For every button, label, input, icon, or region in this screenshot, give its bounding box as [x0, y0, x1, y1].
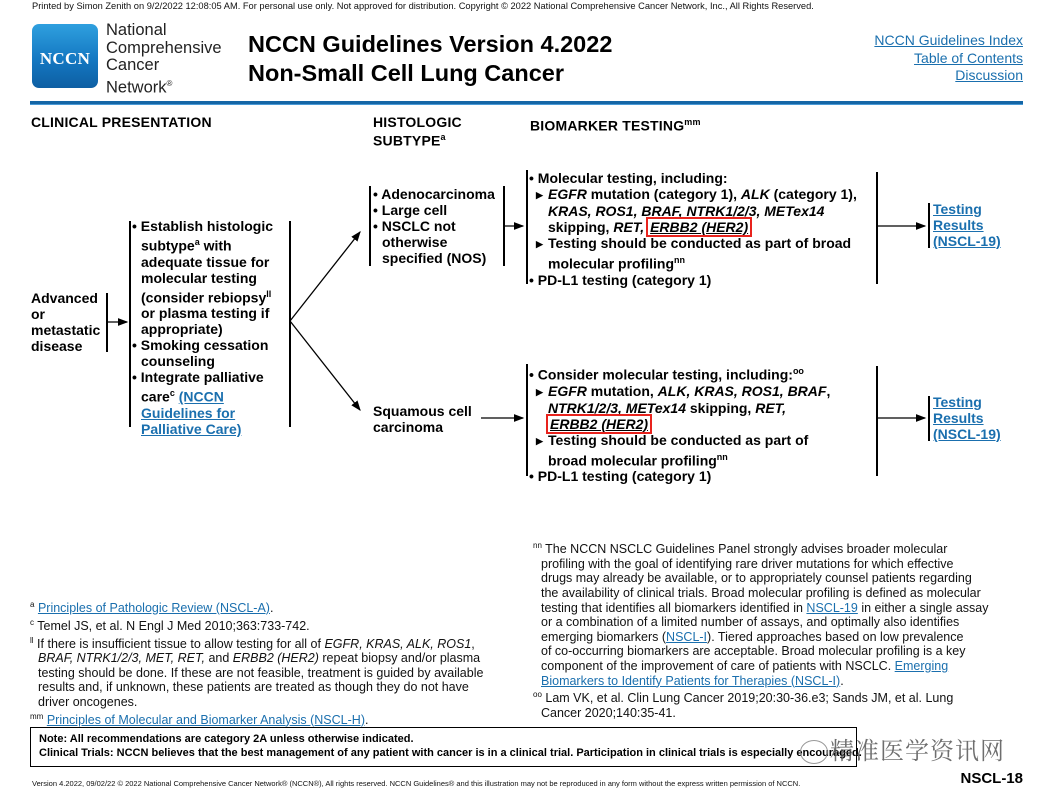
- footnote-c: $^c$ Temel JS, et al. N Engl J Med 2010;363:733-742.: [30, 617, 310, 633]
- erbb2-highlight: ERBB2 (HER2): [646, 217, 752, 237]
- workup-box: [132, 218, 290, 437]
- biomarker-squamous: • Consider molecular testing, including:$^{oo}$ ▶ EGFR mutation, ALK, KRAS, ROS1, BRAF, NTRK1/2/3, METex14 skipping, RET, ERBB2 (HER2) ▶ Testing should be conducted as part of broad molecular profiling$^{nn}$ • PD-L1 testing (category 1): [529, 366, 831, 485]
- col-head-clinical-presentation: CLINICAL PRESENTATION: [31, 114, 212, 130]
- page-id: NSCL-18: [960, 770, 1023, 787]
- bracket-subtype-right: [503, 186, 505, 266]
- note-category: Note: All recommendations are category 2A unless otherwise indicated.: [39, 733, 414, 745]
- note-clinical-trials: Clinical Trials: NCCN believes that the best management of any patient with cancer is in a clinical trial. Participation in clinical trials is especially encouraged.: [39, 746, 862, 759]
- emerging-biomarkers-link[interactable]: Biomarkers to Identify Patients for Therapies (NSCL-I): [541, 673, 841, 688]
- footnote-ll: $^{ll}$ If there is insufficient tissue to allow testing for all of EGFR, KRAS, ALK, ROS1, BRAF, NTRK1/2/3, MET, RET, and ERBB2 (HER2) repeat biopsy and/or plasma testing should be done. If these are not feasible, treatment is guided by available results and, if unknown, these patients are treated as though they do not have driver oncogenes.: [30, 635, 484, 710]
- org-name-line: Cancer: [106, 56, 160, 74]
- footnote-a: $^a$ Principles of Pathologic Review (NSCL-A).: [30, 600, 274, 616]
- watermark: 精准医学资讯网: [800, 731, 1005, 766]
- title-line-2: Non-Small Cell Lung Cancer: [248, 60, 564, 86]
- title-line-1: NCCN Guidelines Version 4.2022: [248, 31, 613, 57]
- pathologic-review-link[interactable]: Principles of Pathologic Review (NSCL-A): [37, 601, 270, 616]
- triangle-bullet-icon: ▶: [536, 190, 543, 200]
- footnote-ref-a: a: [440, 132, 446, 142]
- guidelines-index-link[interactable]: NCCN Guidelines Index: [874, 32, 1023, 48]
- bracket-biomarker-sq-right: [876, 366, 878, 476]
- wechat-icon: [800, 740, 828, 764]
- nscl-i-link[interactable]: NSCL-I: [666, 629, 708, 644]
- org-name-line: National: [106, 21, 167, 39]
- footnotes-right: [533, 539, 1033, 720]
- footnote-nn: $^{nn}$ The NCCN NSCLC Guidelines Panel strongly advises broader molecular profiling with the goal of identifying rare driver mutations for which effective drugs may already be available, or to appropriately counsel patients regarding the availability of clinical trials. Broad molecular profiling is defined as molecular testing that identifies all biomarkers identified in NSCL-19 in either a single assay or a combination of a limited number of assays, and optimally also identifies emerging biomarkers (NSCL-I). Tiered approaches based on low prevalence of co-occurring biomarkers are acceptable. Broad molecular profiling is a key component of the improvement of care of patients with NSCLC. Emerging Biomarkers to Identify Patients for Therapies (NSCL-I).: [533, 541, 989, 688]
- triangle-bullet-icon: ▶: [536, 435, 543, 446]
- col-head-histologic-subtype: HISTOLOGIC SUBTYPE$^a$: [373, 114, 462, 149]
- bracket-results-sq: [928, 396, 930, 441]
- print-notice: Printed by Simon Zenith on 9/2/2022 12:08:05 AM. For personal use only. Not approved for distribution. Copyright © 2022 National Comprehensive Cancer Network, Inc., All Rights Reserved.: [32, 1, 814, 11]
- results-link-text[interactable]: (NSCL-19): [933, 233, 1001, 249]
- results-link-text[interactable]: Testing: [933, 201, 982, 217]
- workup-item-histologic: • Establish histologic subtype$^a$ with adequate tissue for molecular testing (consider rebiopsy$^{ll}$ or plasma testing if appropriate): [132, 218, 274, 338]
- subtype-squamous: Squamous cell carcinoma: [373, 403, 472, 435]
- triangle-bullet-icon: ▶: [536, 239, 543, 249]
- erbb2-highlight: ERBB2 (HER2): [546, 414, 652, 434]
- table-of-contents-link[interactable]: Table of Contents: [914, 49, 1023, 66]
- note-box: [30, 727, 862, 767]
- results-link-text[interactable]: Testing: [933, 394, 982, 410]
- logo-text: NCCN: [39, 49, 91, 68]
- palliative-care-link[interactable]: Palliative Care): [141, 420, 242, 437]
- workup-item-smoking: • Smoking cessation counseling: [132, 337, 269, 370]
- emerging-biomarkers-link[interactable]: Emerging: [894, 658, 949, 673]
- registered-mark: ®: [166, 78, 173, 88]
- nscl-19-link[interactable]: NSCL-19: [806, 600, 858, 615]
- triangle-bullet-icon: ▶: [536, 386, 543, 397]
- molecular-biomarker-analysis-link[interactable]: Principles of Molecular and Biomarker Analysis (NSCL-H): [46, 712, 365, 727]
- org-name-line: Network®: [106, 78, 173, 96]
- palliative-care-link[interactable]: Guidelines for: [141, 404, 236, 421]
- testing-results-link-squamous[interactable]: [933, 394, 1001, 442]
- footnotes-left: [30, 598, 520, 727]
- footnote-oo: $^{oo}$ Lam VK, et al. Clin Lung Cancer 2019;20:30-36.e3; Sands JM, et al. Lung Cancer 2020;140:35-41.: [533, 690, 954, 720]
- palliative-care-link[interactable]: (NCCN: [178, 388, 224, 405]
- bracket-biomarker-sq-left: [526, 364, 528, 476]
- clinical-presentation-box: Advanced or metastatic disease: [31, 290, 101, 354]
- bracket-results-ns: [928, 203, 930, 248]
- workup-item-palliative: • Integrate palliative care$^c$ (NCCN Guidelines for Palliative Care): [132, 369, 264, 437]
- footnote-ref-mm: mm: [684, 117, 701, 127]
- discussion-link[interactable]: Discussion: [955, 67, 1023, 83]
- biomarker-nonsquamous: • Molecular testing, including: ▶ EGFR mutation (category 1), ALK (category 1), KRAS, ROS1, BRAF, NTRK1/2/3, METex14 skipping, RET, ERBB2 (HER2) ▶ Testing should be conducted as part of broad molecular profiling$^{nn}$ • PD-L1 testing (category 1): [529, 170, 857, 288]
- footnote-mm: $^{mm}$ Principles of Molecular and Biomarker Analysis (NSCL-H).: [30, 711, 369, 727]
- bracket-presentation: [106, 293, 108, 352]
- subtype-nonsquamous: • Adenocarcinoma • Large cell • NSCLC not otherwise specified (NOS): [373, 186, 495, 266]
- results-link-text[interactable]: Results: [933, 217, 984, 233]
- bracket-biomarker-ns-left: [526, 170, 528, 284]
- footer-copyright: Version 4.2022, 09/02/22 © 2022 National Comprehensive Cancer Network® (NCCN®), All rights reserved. NCCN Guidelines® and this illustration may not be reproduced in any form without the express written permission of NCCN.: [32, 779, 801, 788]
- org-name-line: Comprehensive: [106, 38, 222, 57]
- results-link-text[interactable]: Results: [933, 410, 984, 426]
- col-head-biomarker-testing: BIOMARKER $TESTING^{mm}$: [530, 117, 701, 134]
- testing-results-link-nonsquamous[interactable]: [933, 201, 1001, 249]
- bracket-workup-left: [129, 221, 131, 427]
- bracket-subtype-left: [369, 186, 371, 266]
- bracket-biomarker-ns-right: [876, 172, 878, 284]
- results-link-text[interactable]: (NSCL-19): [933, 426, 1001, 442]
